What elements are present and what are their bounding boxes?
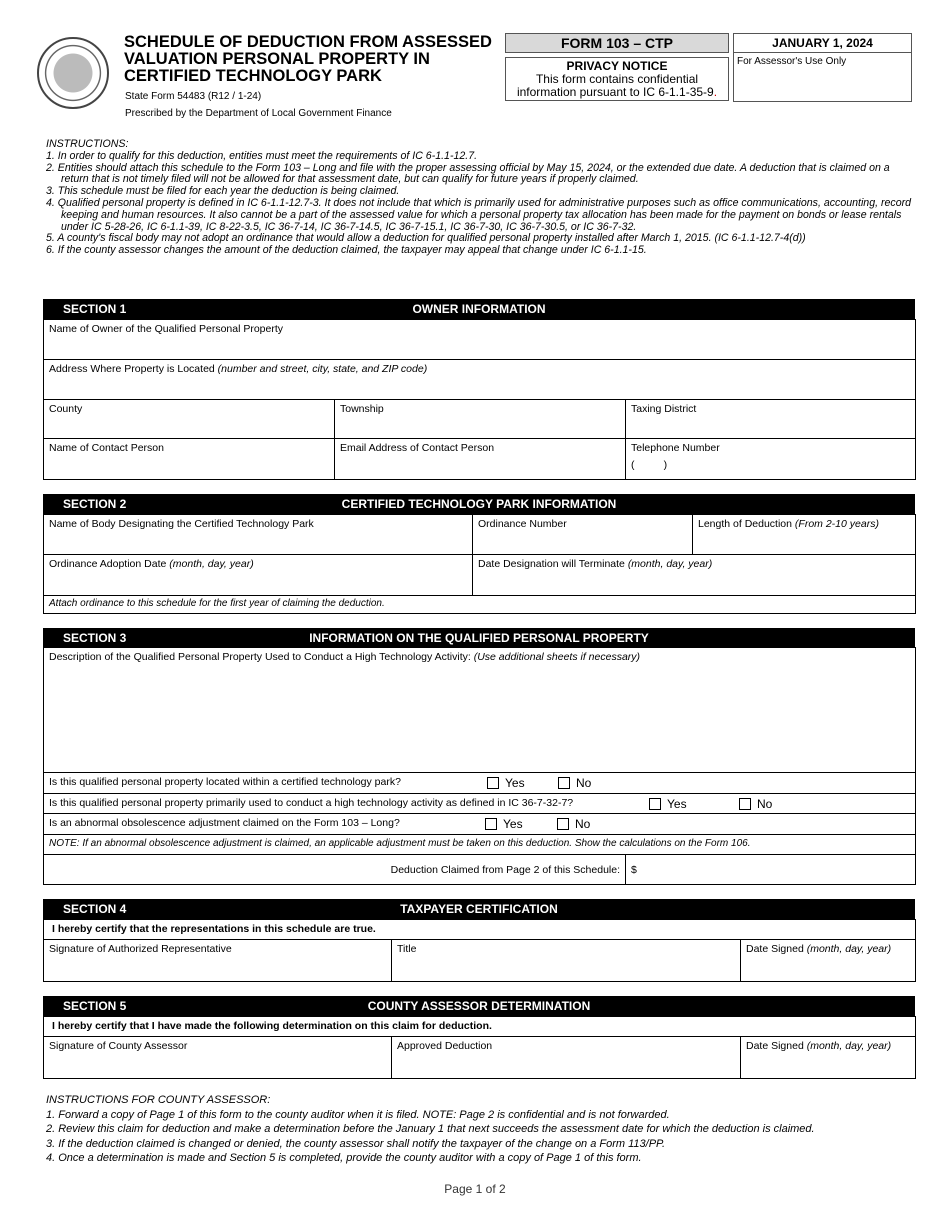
privacy-title: PRIVACY NOTICE <box>566 59 668 73</box>
assessor-instruction-item: 3. If the deduction claimed is changed or denied, the county assessor shall notify the taxpayer of the change on a Form 113/PP. <box>46 1137 666 1150</box>
privacy-text: This form contains confidential information pursuant to IC 6-1.1-35-9 <box>516 72 714 99</box>
property-description-field[interactable] <box>43 647 916 773</box>
field-label: Description of the Qualified Personal Property Used to Conduct a High Technology Activity: <box>49 651 471 663</box>
field-note: (month, day, year) <box>169 558 254 570</box>
field-note: (month, day, year) <box>806 1040 892 1052</box>
q1-yes-option[interactable] <box>487 776 525 790</box>
field-note: (Use additional sheets if necessary) <box>473 651 641 663</box>
adoption-date-field[interactable] <box>43 554 473 596</box>
field-label: Date Signed <box>746 943 804 955</box>
field-label: Address Where Property is Located <box>49 363 215 375</box>
field-label: Email Address of Contact Person <box>340 442 495 454</box>
field-label: Approved Deduction <box>397 1040 493 1052</box>
field-label: Township <box>340 403 384 415</box>
title-line: VALUATION PERSONAL PROPERTY IN <box>124 50 430 68</box>
page-number: Page 1 of 2 <box>444 1182 506 1196</box>
assessment-date: JANUARY 1, 2024 <box>734 34 911 53</box>
section-number: SECTION 2 <box>63 497 127 511</box>
section-number: SECTION 5 <box>63 999 127 1013</box>
taxpayer-certification: I hereby certify that the representations in this schedule are true. <box>43 919 916 940</box>
section-title: CERTIFIED TECHNOLOGY PARK INFORMATION <box>341 497 617 511</box>
instruction-item: 1. In order to qualify for this deduction, entities must meet the requirements of IC 6-1.1-12.7. <box>46 149 478 162</box>
title-line: SCHEDULE OF DEDUCTION FROM ASSESSED <box>124 33 492 51</box>
section-title: COUNTY ASSESSOR DETERMINATION <box>367 999 591 1013</box>
field-label: Name of Body Designating the Certified Technology Park <box>49 518 314 530</box>
field-label: Title <box>397 943 417 955</box>
field-label: Signature of Authorized Representative <box>49 943 232 955</box>
ordinance-number-field[interactable] <box>472 514 693 555</box>
option-label: Yes <box>667 797 687 811</box>
checkbox[interactable] <box>557 818 569 830</box>
field-note: (month, day, year) <box>627 558 713 570</box>
section-1-header <box>43 299 915 319</box>
deduction-claimed-label: Deduction Claimed from Page 2 of this Schedule: <box>43 854 626 885</box>
question-text: Is an abnormal obsolescence adjustment claimed on the Form 103 – Long? <box>49 817 400 829</box>
assessor-signature-field[interactable] <box>43 1036 392 1079</box>
section-title: INFORMATION ON THE QUALIFIED PERSONAL PROPERTY <box>309 631 649 645</box>
option-label: No <box>757 797 773 811</box>
field-label: Telephone Number <box>631 442 720 454</box>
instruction-item: 3. This schedule must be filed for each year the deduction is being claimed. <box>46 185 400 198</box>
field-label: Ordinance Number <box>478 518 567 530</box>
question-text: Is this qualified personal property primarily used to conduct a high technology activity as defined in IC 36-7-32-7? <box>49 797 574 809</box>
property-address-field[interactable] <box>43 359 916 400</box>
question-high-tech <box>43 793 916 814</box>
section-4-header <box>43 899 915 919</box>
field-label: Taxing District <box>631 403 697 415</box>
instruction-item: 2. Entities should attach this schedule to the Form 103 – Long and file with the proper assessing official by May 15, 2024, or the extended due date. A deduction that is claimed on a return that is not timely filed will not be allowed for that assessment date, but can qualify for future years if properly claimed. <box>46 161 890 186</box>
assessor-box <box>733 33 912 102</box>
section-number: SECTION 3 <box>63 631 127 645</box>
field-label: Date Signed <box>746 1040 804 1052</box>
field-label: Length of Deduction <box>698 518 792 530</box>
assessor-certification: I hereby certify that I have made the following determination on this claim for deduction. <box>43 1016 916 1037</box>
owner-name-field[interactable] <box>43 319 916 360</box>
approved-deduction-field[interactable] <box>391 1036 741 1079</box>
assessor-instruction-item: 2. Review this claim for deduction and make a determination before the January 1 that next succeeds the assessment date for which the deduction is claimed. <box>46 1123 815 1135</box>
instructions-title: INSTRUCTIONS: <box>46 138 129 150</box>
instruction-item: 5. A county's fiscal body may not adopt an ordinance that would allow a deduction for qualified personal property installed after March 1, 2015. (IC 6-1.1-12.7-4(d)) <box>46 232 806 245</box>
state-form-number: State Form 54483 (R12 / 1-24) <box>125 91 262 102</box>
taxpayer-date-field[interactable] <box>740 939 916 982</box>
checkbox[interactable] <box>558 777 570 789</box>
option-label: No <box>575 817 591 831</box>
question-text: Is this qualified personal property located within a certified technology park? <box>49 776 401 788</box>
checkbox[interactable] <box>485 818 497 830</box>
checkbox[interactable] <box>649 798 661 810</box>
title-field[interactable] <box>391 939 741 982</box>
checkbox[interactable] <box>739 798 751 810</box>
instructions <box>46 139 916 257</box>
field-label: Name of Contact Person <box>49 442 164 454</box>
telephone-field[interactable] <box>625 438 916 480</box>
designating-body-field[interactable] <box>43 514 473 555</box>
checkbox[interactable] <box>487 777 499 789</box>
section-5-header <box>43 996 915 1016</box>
field-note: (month, day, year) <box>806 943 892 955</box>
instruction-item: 4. Qualified personal property is defined in IC 6-1.1-12.7-3. It does not include that which is primarily used for administrative purposes such as office communications, accounting, record keeping and human resources. It also cannot be a part of the assessed value for which a personal property tax allocation has been made for the payment on bonds or lease rentals under IC 5-28-26, IC 6-1.1-39, IC 8-22-3.5, IC 36-7-14, IC 36-7-14.5, IC 36-7-15.1, IC 36-7-30, IC 36-7-30.5, or IC 36-7-32. <box>46 196 912 233</box>
privacy-notice <box>505 57 729 101</box>
question-obsolescence <box>43 813 916 835</box>
attach-ordinance-note: Attach ordinance to this schedule for the first year of claiming the deduction. <box>43 595 916 614</box>
question-in-ctp <box>43 772 916 794</box>
section-title: OWNER INFORMATION <box>412 302 546 316</box>
form-title <box>124 34 504 85</box>
assessor-instructions-title: INSTRUCTIONS FOR COUNTY ASSESSOR: <box>46 1094 271 1106</box>
contact-email-field[interactable] <box>334 438 626 480</box>
taxing-district-field[interactable] <box>625 399 916 439</box>
field-label: Ordinance Adoption Date <box>49 558 167 570</box>
title-line: CERTIFIED TECHNOLOGY PARK <box>124 67 382 85</box>
county-field[interactable] <box>43 399 335 439</box>
phone-format: ( ) <box>631 459 668 471</box>
termination-date-field[interactable] <box>472 554 916 596</box>
assessor-instruction-item: 1. Forward a copy of Page 1 of this form to the county auditor when it is filed. NOTE: Page 2 is confidential and is not forwarded. <box>46 1108 670 1121</box>
state-seal <box>37 37 109 109</box>
obsolescence-note: NOTE: If an abnormal obsolescence adjustment is claimed, an applicable adjustment must be taken on this deduction. Show the calculations on the Form 106. <box>43 834 916 855</box>
representative-signature-field[interactable] <box>43 939 392 982</box>
assessor-date-field[interactable] <box>740 1036 916 1079</box>
deduction-claimed-field[interactable] <box>625 854 916 885</box>
section-title: TAXPAYER CERTIFICATION <box>400 902 558 916</box>
contact-person-field[interactable] <box>43 438 335 480</box>
q3-no-option[interactable] <box>557 817 590 831</box>
field-note: (number and street, city, state, and ZIP code) <box>217 363 428 375</box>
instruction-item: 6. If the county assessor changes the amount of the deduction claimed, the taxpayer may appeal that change under IC 6-1.1-15. <box>46 244 647 257</box>
q2-yes-option[interactable] <box>649 797 687 811</box>
field-note: (From 2-10 years) <box>794 518 879 530</box>
section-3-header <box>43 628 915 648</box>
deduction-length-field[interactable] <box>692 514 916 555</box>
assessor-use-label: For Assessor's Use Only <box>737 56 847 67</box>
prescribed-by: Prescribed by the Department of Local Government Finance <box>125 108 392 119</box>
field-label: Name of Owner of the Qualified Personal Property <box>49 323 284 335</box>
q1-no-option[interactable] <box>558 776 591 790</box>
privacy-period: . <box>713 85 718 99</box>
option-label: Yes <box>503 817 523 831</box>
field-label: County <box>49 403 83 415</box>
option-label: No <box>576 776 592 790</box>
section-number: SECTION 4 <box>63 902 127 916</box>
option-label: Yes <box>505 776 525 790</box>
section-number: SECTION 1 <box>63 302 127 316</box>
assessor-instruction-item: 4. Once a determination is made and Section 5 is completed, provide the county auditor with a copy of Page 1 of this form. <box>46 1152 642 1164</box>
township-field[interactable] <box>334 399 626 439</box>
q2-no-option[interactable] <box>739 797 772 811</box>
field-label: Date Designation will Terminate <box>478 558 625 570</box>
q3-yes-option[interactable] <box>485 817 523 831</box>
dollar-sign: $ <box>631 864 637 876</box>
section-2-header <box>43 494 915 514</box>
assessor-instructions <box>46 1093 916 1166</box>
field-label: Signature of County Assessor <box>49 1040 188 1052</box>
form-number: FORM 103 – CTP <box>505 33 729 53</box>
